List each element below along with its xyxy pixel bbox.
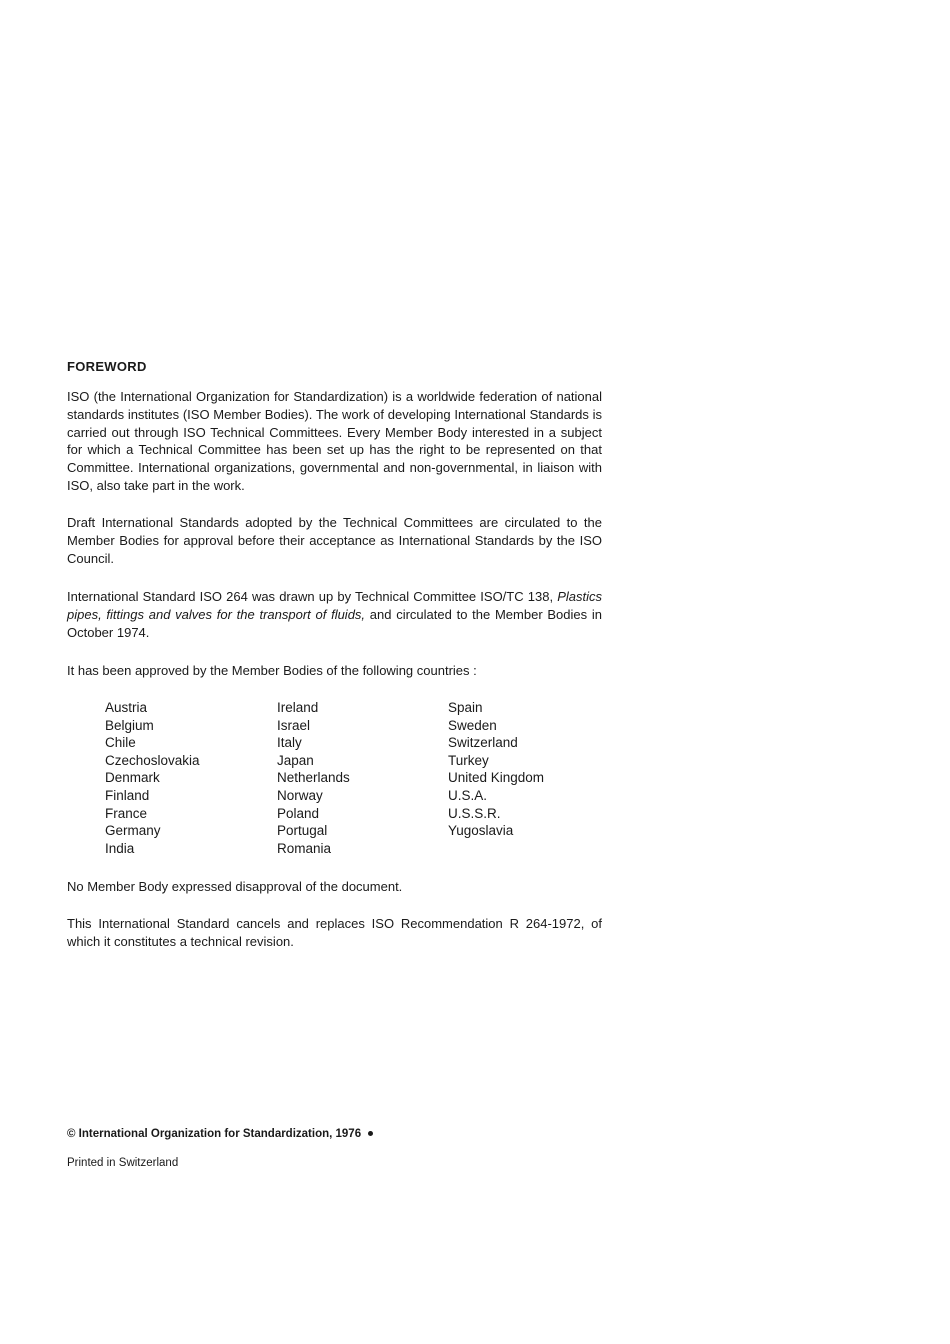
foreword-paragraph-5: No Member Body expressed disapproval of the document. (67, 879, 403, 894)
country-item: United Kingdom (448, 770, 545, 786)
country-item: U.S.A. (448, 787, 488, 803)
paragraph-3-text-end: and circulated to the Member Bodies in October 1974. (67, 606, 602, 640)
country-column-1 (105, 699, 200, 857)
paragraph-3-text-start: International Standard ISO 264 was drawn up by Technical Committee ISO/TC 138, (67, 589, 558, 604)
bullet-icon (368, 1131, 373, 1136)
country-item: France (105, 805, 148, 821)
country-column-3 (448, 699, 544, 840)
committee-title-italic: Plastics pipes, fittings and valves for the transport of fluids, (67, 589, 602, 622)
copyright-text: © International Organization for Standardization, 1976 (67, 1128, 362, 1140)
country-item: Belgium (105, 717, 154, 733)
country-item: Austria (105, 700, 148, 715)
foreword-paragraph-1: ISO (the International Organization for Standardization) is a worldwide federation of national standards institutes (ISO Member Bodies). The work of developing International Standards is carried out through ISO Technical Committees. Every Member Body interested in a subject for which a Technical Committee has been set up has the right to be represented on that Committee. International organizations, governmental and non-governmental, in liaison with ISO, also take part in the work. (67, 389, 602, 493)
copyright-notice (67, 1128, 373, 1140)
country-item: Portugal (277, 823, 328, 839)
country-item: Sweden (448, 717, 497, 733)
country-item: Czechoslovakia (105, 752, 200, 768)
country-item: Denmark (105, 770, 160, 786)
country-item: Romania (277, 840, 332, 856)
country-item: Yugoslavia (448, 823, 514, 839)
country-item: Chile (105, 735, 136, 751)
country-item: Japan (277, 752, 314, 768)
foreword-paragraph-2: Draft International Standards adopted by the Technical Committees are circulated to the Member Bodies for approval before their acceptance as International Standards by the ISO Council. (67, 515, 602, 566)
country-item: India (105, 840, 135, 856)
country-item: Israel (277, 717, 311, 733)
country-item: Switzerland (448, 735, 518, 751)
country-item: Netherlands (277, 770, 350, 786)
country-item: Germany (105, 823, 161, 839)
printed-in-notice: Printed in Switzerland (67, 1157, 179, 1169)
country-column-2 (277, 699, 350, 857)
country-item: Spain (448, 700, 483, 715)
country-item: Norway (277, 787, 323, 803)
country-item: Turkey (448, 752, 489, 768)
foreword-heading: FOREWORD (67, 359, 147, 374)
country-item: Poland (277, 805, 320, 821)
country-item: Ireland (277, 700, 319, 715)
foreword-paragraph-6: This International Standard cancels and replaces ISO Recommendation R 264-1972, of which it constitutes a technical revision. (67, 916, 602, 949)
foreword-paragraph-4: It has been approved by the Member Bodies of the following countries : (67, 663, 477, 678)
foreword-paragraph-3 (67, 588, 602, 641)
country-item: Italy (277, 735, 302, 751)
country-item: U.S.S.R. (448, 805, 501, 821)
country-item: Finland (105, 787, 150, 803)
